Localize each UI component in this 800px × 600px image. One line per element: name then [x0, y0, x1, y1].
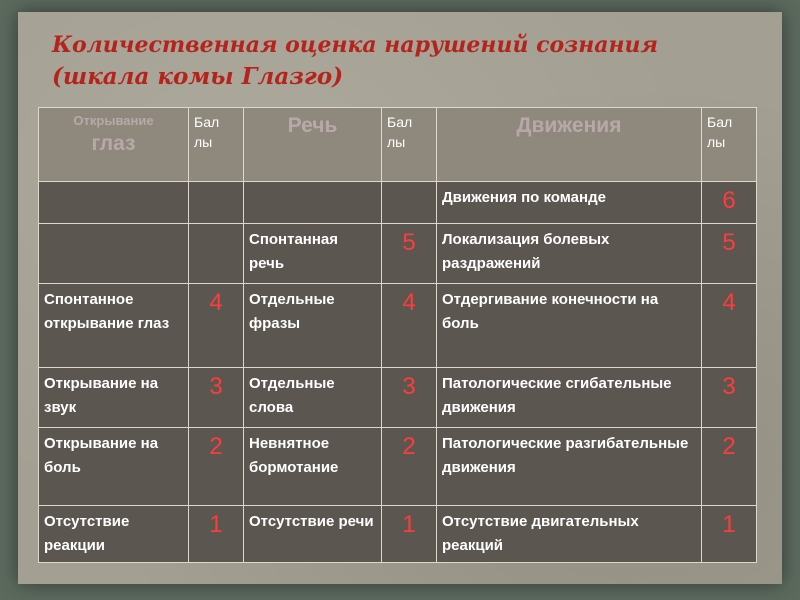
- table-row: [39, 368, 757, 428]
- table-row: [39, 224, 757, 284]
- movement-score-cell: 6: [702, 182, 757, 224]
- movement-cell: Патологические разгибательные движения: [437, 428, 702, 506]
- speech-cell: Отдельные фразы: [244, 284, 382, 368]
- speech-cell: Невнятное бормотание: [244, 428, 382, 506]
- movement-cell: Патологические сгибательные движения: [437, 368, 702, 428]
- speech-cell: [244, 182, 382, 224]
- glasgow-coma-scale-table: [38, 107, 757, 563]
- movement-cell: Движения по команде: [437, 182, 702, 224]
- title-line-2: (шкала комы Глазго): [52, 63, 344, 90]
- header-speech: Речь: [244, 108, 382, 182]
- eyes-score-cell: 4: [189, 284, 244, 368]
- speech-score-cell: 4: [382, 284, 437, 368]
- header-movement: Движения: [437, 108, 702, 182]
- header-points-speech: Бал лы: [382, 108, 437, 182]
- movement-score-cell: 5: [702, 224, 757, 284]
- table-row: [39, 182, 757, 224]
- header-eyes: [39, 108, 189, 182]
- speech-cell: Отсутствие речи: [244, 506, 382, 563]
- header-eyes-line-1: Открывание: [73, 113, 154, 128]
- eyes-score-cell: 1: [189, 506, 244, 563]
- header-row: [39, 108, 757, 182]
- header-points-eyes: Бал лы: [189, 108, 244, 182]
- table-row: [39, 284, 757, 368]
- eyes-cell: Открывание на боль: [39, 428, 189, 506]
- movement-cell: Отдергивание конечности на боль: [437, 284, 702, 368]
- speech-cell: Отдельные слова: [244, 368, 382, 428]
- movement-cell: Отсутствие двигательных реакций: [437, 506, 702, 563]
- eyes-score-cell: [189, 182, 244, 224]
- table-row: [39, 428, 757, 506]
- title-line-1: Количественная оценка нарушений сознания: [52, 32, 659, 58]
- header-points-movement: Бал лы: [702, 108, 757, 182]
- speech-cell: Спонтанная речь: [244, 224, 382, 284]
- header-eyes-line-2: глаз: [91, 132, 136, 155]
- eyes-cell: [39, 182, 189, 224]
- eyes-cell: [39, 224, 189, 284]
- speech-score-cell: 3: [382, 368, 437, 428]
- speech-score-cell: 5: [382, 224, 437, 284]
- eyes-score-cell: 3: [189, 368, 244, 428]
- movement-score-cell: 3: [702, 368, 757, 428]
- speech-score-cell: [382, 182, 437, 224]
- eyes-cell: Открывание на звук: [39, 368, 189, 428]
- slide-title: [52, 30, 752, 93]
- eyes-cell: Отсутствие реакции: [39, 506, 189, 563]
- movement-cell: Локализация болевых раздражений: [437, 224, 702, 284]
- eyes-score-cell: 2: [189, 428, 244, 506]
- movement-score-cell: 4: [702, 284, 757, 368]
- movement-score-cell: 1: [702, 506, 757, 563]
- movement-score-cell: 2: [702, 428, 757, 506]
- speech-score-cell: 2: [382, 428, 437, 506]
- speech-score-cell: 1: [382, 506, 437, 563]
- table-row: [39, 506, 757, 563]
- eyes-cell: Спонтанное открывание глаз: [39, 284, 189, 368]
- eyes-score-cell: [189, 224, 244, 284]
